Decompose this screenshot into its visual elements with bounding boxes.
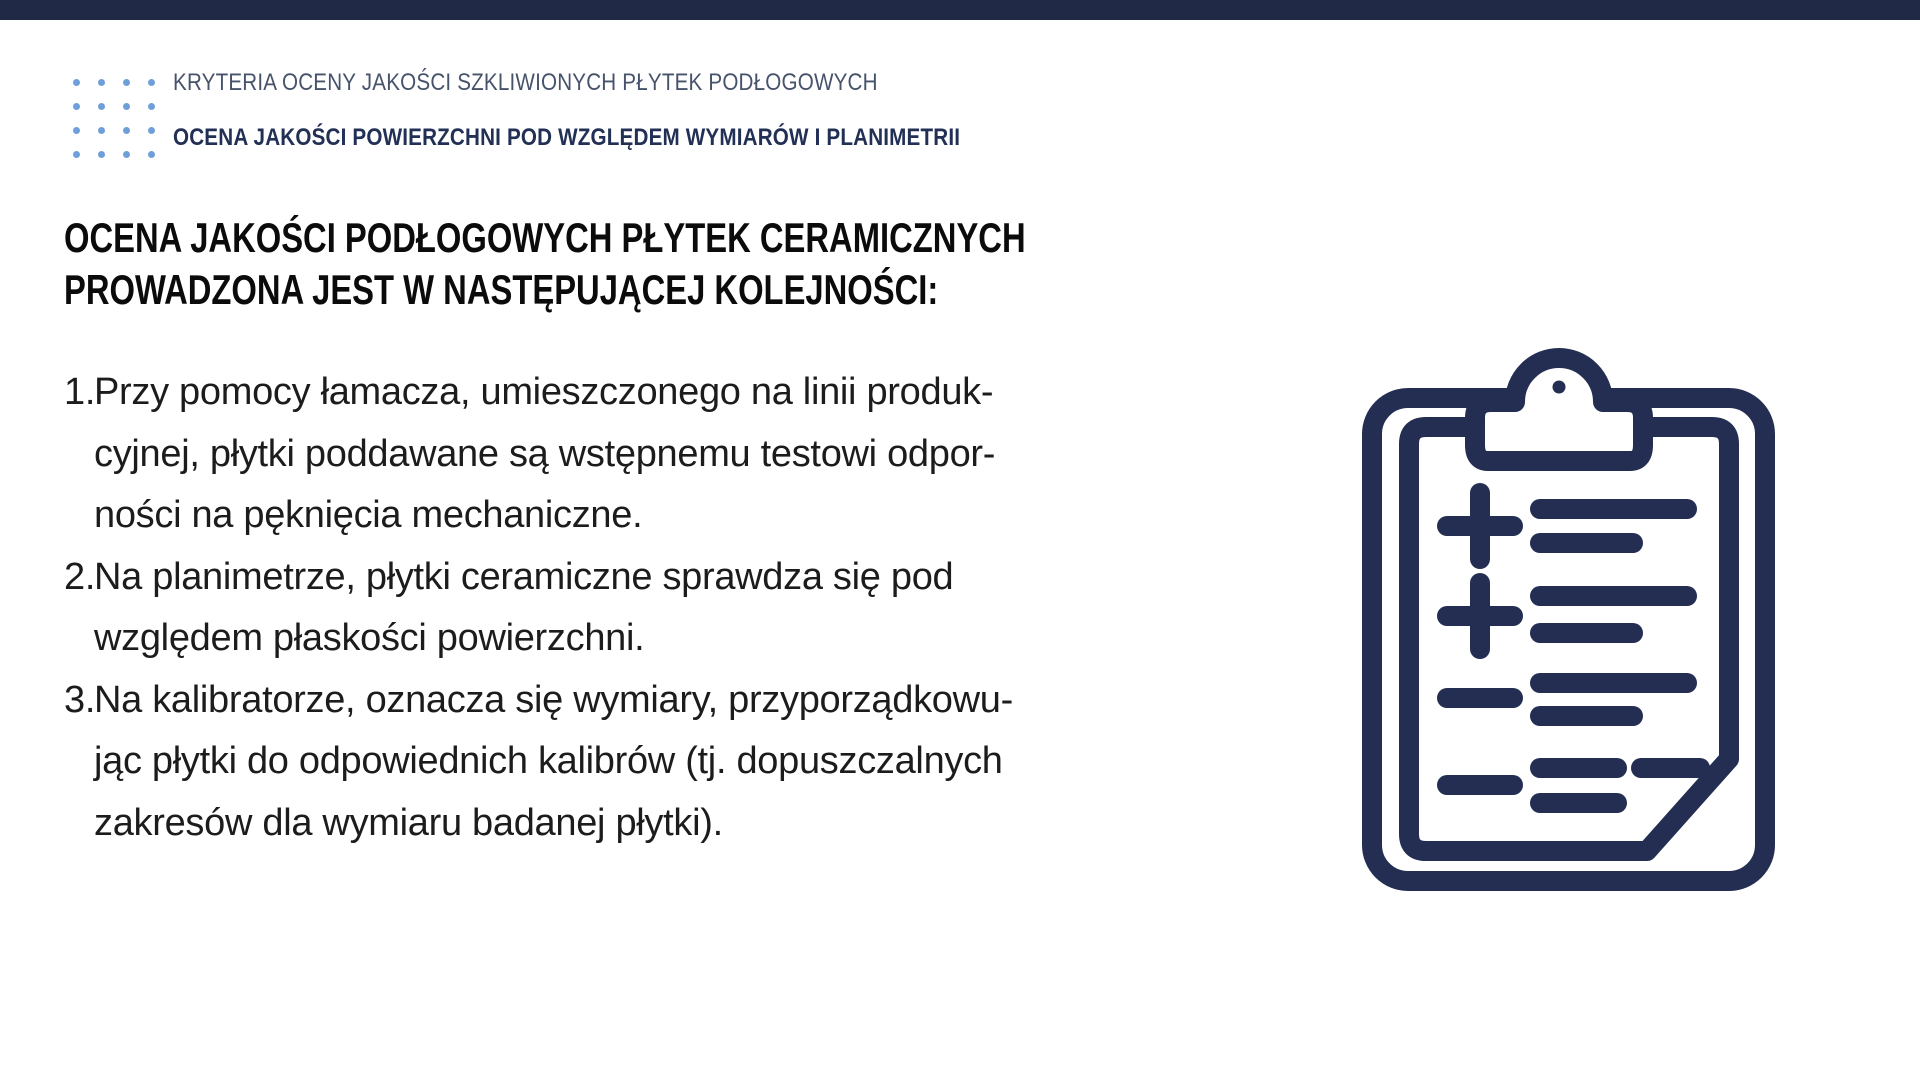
slide-heading-line-1: OCENA JAKOŚCI PODŁOGOWYCH PŁYTEK CERAMICZNYCH — [64, 214, 1026, 261]
checklist-clipboard-svg — [1362, 338, 1777, 898]
dot — [123, 127, 130, 134]
list-item-line: ności na pęknięcia mechaniczne. — [94, 494, 643, 536]
list-item-line: jąc płytki do odpowiednich kalibrów (tj. dopuszczalnych — [94, 740, 1003, 782]
course-kicker-title: KRYTERIA OCENY JAKOŚCI SZKLIWIONYCH PŁYTEK PODŁOGOWYCH — [173, 69, 878, 96]
dot — [98, 79, 105, 86]
checklist-clipboard-icon — [1362, 338, 1777, 898]
top-accent-bar — [0, 0, 1920, 20]
dot — [73, 151, 80, 158]
dot — [123, 103, 130, 110]
dot — [148, 79, 155, 86]
steps-list — [64, 362, 1013, 854]
dot — [148, 103, 155, 110]
list-item-line: zakresów dla wymiaru badanej płytki). — [94, 801, 723, 844]
list-item-number: 1. — [64, 371, 96, 413]
dot — [73, 127, 80, 134]
list-item-line: względem płaskości powierzchni. — [94, 617, 645, 659]
list-item-line: cyjnej, płytki poddawane są wstępnemu testowi odpor- — [94, 432, 996, 475]
slide-heading-line-2: PROWADZONA JEST W NASTĘPUJĄCEJ KOLEJNOŚCI: — [64, 266, 939, 313]
clip-hole — [1553, 381, 1566, 394]
dot — [148, 151, 155, 158]
list-item-text — [94, 670, 1013, 855]
dot — [148, 127, 155, 134]
dot — [98, 103, 105, 110]
list-item-line: Przy pomocy łamacza, umieszczonego na linii produk- — [94, 371, 994, 413]
list-item — [64, 670, 1013, 855]
list-item-text — [94, 547, 953, 670]
list-item — [64, 362, 1013, 547]
clipboard-clip — [1475, 358, 1643, 461]
dot — [98, 151, 105, 158]
dot — [123, 79, 130, 86]
lesson-kicker-subtitle: OCENA JAKOŚCI POWIERZCHNI POD WZGLĘDEM WYMIARÓW I PLANIMETRII — [173, 124, 961, 151]
list-item — [64, 547, 1013, 670]
slide-heading — [64, 212, 1026, 316]
dots-decoration — [73, 79, 155, 158]
dot — [123, 151, 130, 158]
list-item-line: Na planimetrze, płytki ceramiczne sprawdza się pod — [94, 555, 954, 598]
list-item-number: 3. — [64, 678, 96, 721]
list-item-number: 2. — [64, 555, 96, 598]
list-item-text — [94, 362, 995, 547]
dot — [73, 79, 80, 86]
dot — [98, 127, 105, 134]
dot — [73, 103, 80, 110]
list-item-line: Na kalibratorze, oznacza się wymiary, przyporządkowu- — [94, 678, 1013, 721]
